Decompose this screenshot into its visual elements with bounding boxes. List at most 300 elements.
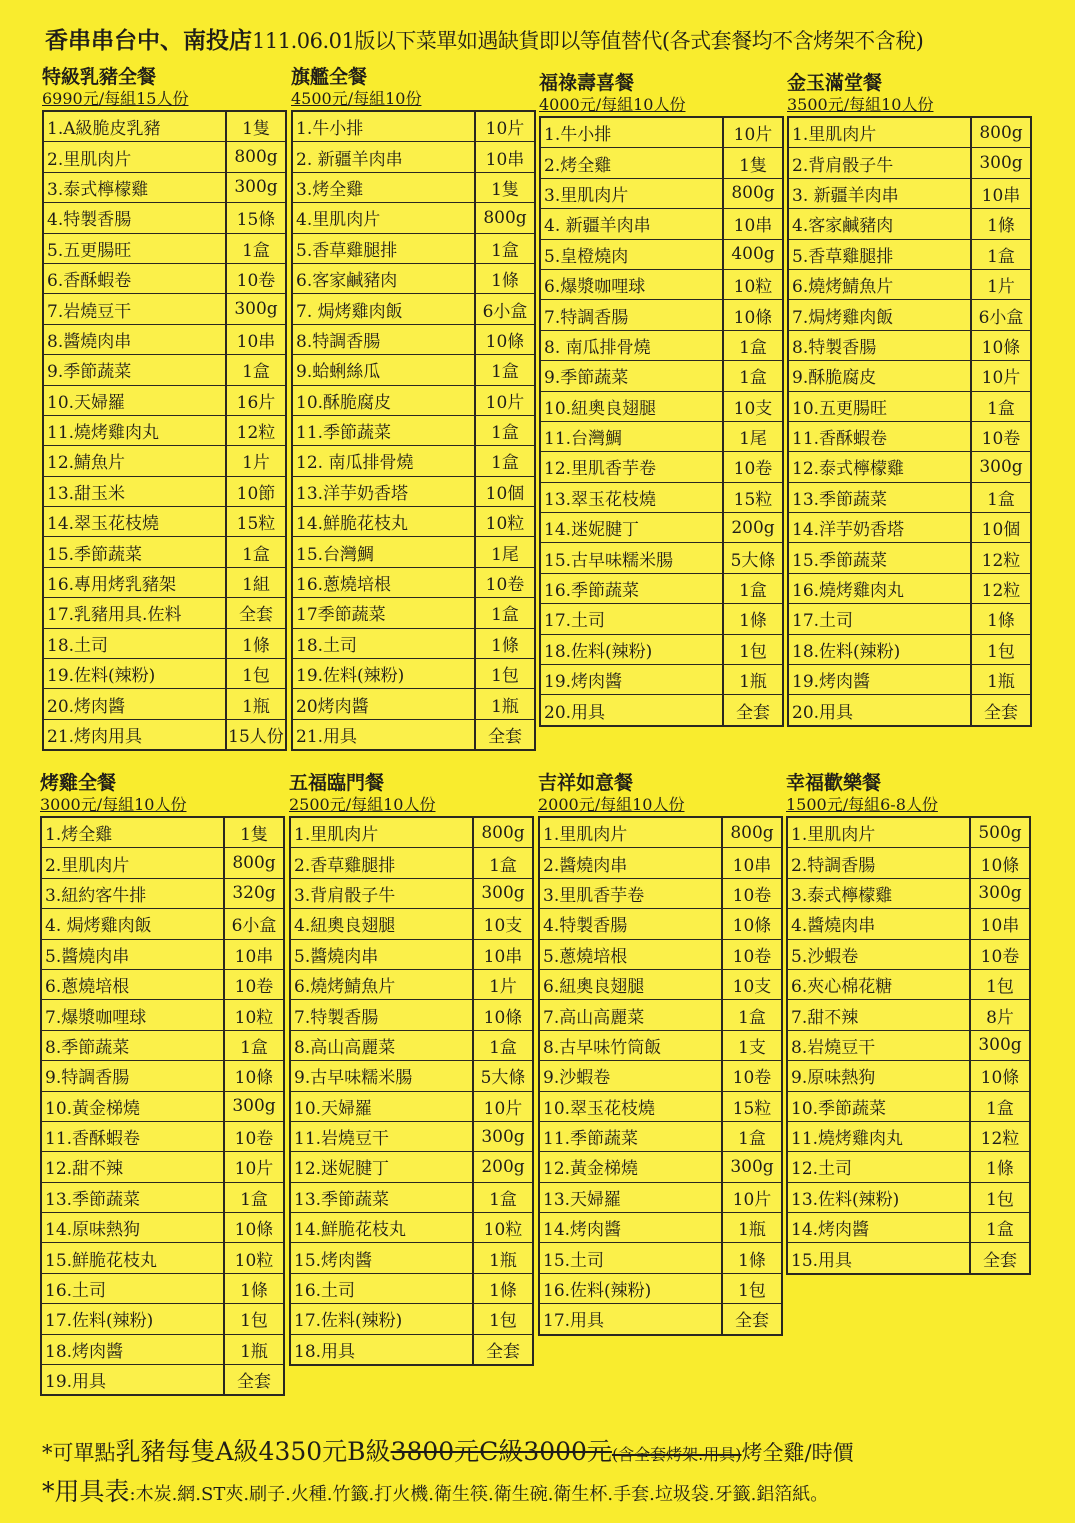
set-items-table xyxy=(538,816,783,1336)
item-name: 16.蔥燒培根 xyxy=(292,567,475,597)
set-items-table xyxy=(291,110,536,751)
item-name: 17.佐料(辣粉) xyxy=(290,1304,473,1334)
table-row xyxy=(292,294,535,324)
item-qty: 10片 xyxy=(475,111,535,142)
footer-pig-price: 乳豬每隻A級4350元B級 xyxy=(115,1437,391,1466)
table-row xyxy=(41,1213,284,1243)
item-name: 14.烤肉醬 xyxy=(539,1213,722,1243)
table-row xyxy=(788,695,1031,726)
item-name: 10.黃金梯燒 xyxy=(41,1091,224,1121)
item-qty: 5大條 xyxy=(473,1061,533,1091)
table-row xyxy=(43,476,286,506)
table-row xyxy=(292,111,535,142)
item-name: 4.醬燒肉串 xyxy=(787,909,970,939)
table-row xyxy=(290,1182,533,1212)
table-row xyxy=(43,659,286,689)
item-name: 10.天婦羅 xyxy=(43,385,226,415)
item-qty: 全套 xyxy=(226,598,286,628)
table-row xyxy=(539,1121,782,1151)
item-qty: 全套 xyxy=(970,1243,1030,1274)
item-name: 3.紐約客牛排 xyxy=(41,878,224,908)
item-name: 7.甜不辣 xyxy=(787,1000,970,1030)
item-name: 8.季節蔬菜 xyxy=(41,1030,224,1060)
table-row xyxy=(41,1030,284,1060)
item-name: 16.佐料(辣粉) xyxy=(539,1273,722,1303)
item-qty: 800g xyxy=(475,203,535,233)
item-qty: 10片 xyxy=(224,1152,284,1182)
item-qty: 10條 xyxy=(473,1000,533,1030)
table-row xyxy=(540,148,783,178)
item-name: 6.香酥蝦卷 xyxy=(43,263,226,293)
table-row xyxy=(540,117,783,148)
item-name: 10.翠玉花枝燒 xyxy=(539,1091,722,1121)
item-name: 19.佐料(辣粉) xyxy=(292,659,475,689)
item-name: 20.烤肉醬 xyxy=(43,689,226,719)
item-qty: 1盒 xyxy=(475,355,535,385)
item-qty: 12粒 xyxy=(226,415,286,445)
item-name: 1.牛小排 xyxy=(540,117,723,148)
item-qty: 16片 xyxy=(226,385,286,415)
set-price-text: 3000元/每組10人份 xyxy=(40,795,187,814)
table-row xyxy=(292,567,535,597)
item-qty: 10片 xyxy=(971,361,1031,391)
table-row xyxy=(540,330,783,360)
table-row xyxy=(292,263,535,293)
item-qty: 1條 xyxy=(971,209,1031,239)
header xyxy=(45,22,1055,55)
item-qty: 300g xyxy=(722,1152,782,1182)
item-name: 19.用具 xyxy=(41,1365,224,1396)
item-qty: 1包 xyxy=(475,659,535,689)
item-name: 1.牛小排 xyxy=(292,111,475,142)
item-qty: 300g xyxy=(473,878,533,908)
item-qty: 10卷 xyxy=(475,567,535,597)
item-qty: 1條 xyxy=(723,604,783,634)
table-row xyxy=(539,1152,782,1182)
table-row xyxy=(43,203,286,233)
item-name: 16.燒烤雞肉丸 xyxy=(788,573,971,603)
item-name: 11.岩燒豆干 xyxy=(290,1121,473,1151)
item-qty: 10卷 xyxy=(971,421,1031,451)
item-name: 12.里肌香芋卷 xyxy=(540,452,723,482)
item-name: 5.皇橙燒肉 xyxy=(540,239,723,269)
table-row xyxy=(41,817,284,848)
item-qty: 10串 xyxy=(226,324,286,354)
table-row xyxy=(290,1273,533,1303)
table-row xyxy=(540,239,783,269)
item-name: 17.土司 xyxy=(540,604,723,634)
set-price xyxy=(539,94,784,116)
item-name: 8.特製香腸 xyxy=(788,330,971,360)
set-title: 特級乳豬全餐 xyxy=(42,66,157,88)
table-row xyxy=(41,1243,284,1273)
item-qty: 1盒 xyxy=(473,1030,533,1060)
table-row xyxy=(292,415,535,445)
item-name: 12.甜不辣 xyxy=(41,1152,224,1182)
table-row xyxy=(292,355,535,385)
item-qty: 8片 xyxy=(970,1000,1030,1030)
footer-star: * xyxy=(42,1477,55,1506)
item-name: 2.醬燒肉串 xyxy=(539,848,722,878)
item-name: 2.背肩骰子牛 xyxy=(788,148,971,178)
item-name: 9.古早味糯米腸 xyxy=(290,1061,473,1091)
item-qty: 320g xyxy=(224,878,284,908)
item-qty: 10支 xyxy=(722,969,782,999)
item-name: 3. 新疆羊肉串 xyxy=(788,178,971,208)
item-qty: 1包 xyxy=(722,1273,782,1303)
item-name: 11.台灣鯛 xyxy=(540,421,723,451)
table-row xyxy=(540,573,783,603)
item-name: 15.鮮脆花枝丸 xyxy=(41,1243,224,1273)
item-qty: 1盒 xyxy=(971,239,1031,269)
set-title: 五福臨門餐 xyxy=(289,772,385,794)
item-qty: 10卷 xyxy=(970,939,1030,969)
table-row xyxy=(290,1304,533,1334)
table-row xyxy=(41,1273,284,1303)
table-row xyxy=(540,209,783,239)
item-name: 15.烤肉醬 xyxy=(290,1243,473,1273)
table-row xyxy=(41,1334,284,1364)
item-name: 4.里肌肉片 xyxy=(292,203,475,233)
table-row xyxy=(788,665,1031,695)
table-row xyxy=(292,324,535,354)
item-name: 5.醬燒肉串 xyxy=(290,939,473,969)
item-qty: 500g xyxy=(970,817,1030,848)
table-row xyxy=(43,355,286,385)
set-items-table xyxy=(539,116,784,727)
table-row xyxy=(788,148,1031,178)
header-note: 111.06.01版以下菜單如遇缺貨即以等值替代(各式套餐均不含烤架不含稅) xyxy=(252,29,924,53)
item-qty: 1盒 xyxy=(475,446,535,476)
item-qty: 1瓶 xyxy=(723,665,783,695)
item-name: 2.烤全雞 xyxy=(540,148,723,178)
item-name: 16.土司 xyxy=(41,1273,224,1303)
set-price-text: 2500元/每組10人份 xyxy=(289,795,436,814)
table-row xyxy=(788,573,1031,603)
item-qty: 15人份 xyxy=(226,719,286,750)
item-qty: 1條 xyxy=(971,604,1031,634)
table-row xyxy=(292,537,535,567)
table-row xyxy=(290,1091,533,1121)
item-qty: 300g xyxy=(970,1030,1030,1060)
set-price-text: 3500元/每組10人份 xyxy=(787,95,934,114)
item-qty: 12粒 xyxy=(971,573,1031,603)
set-title: 旗艦全餐 xyxy=(291,66,368,88)
set-title: 福祿壽喜餐 xyxy=(539,72,635,94)
table-row xyxy=(788,421,1031,451)
item-name: 14.鮮脆花枝丸 xyxy=(290,1213,473,1243)
item-qty: 300g xyxy=(970,878,1030,908)
item-name: 6.燒烤鯖魚片 xyxy=(290,969,473,999)
item-qty: 10串 xyxy=(971,178,1031,208)
item-qty: 300g xyxy=(473,1121,533,1151)
item-qty: 10卷 xyxy=(722,878,782,908)
table-row xyxy=(539,1273,782,1303)
item-name: 8.特調香腸 xyxy=(292,324,475,354)
item-qty: 10片 xyxy=(722,1182,782,1212)
item-name: 21.烤肉用具 xyxy=(43,719,226,750)
item-name: 12.迷妮腱丁 xyxy=(290,1152,473,1182)
table-row xyxy=(292,476,535,506)
item-name: 7. 焗烤雞肉飯 xyxy=(292,294,475,324)
table-row xyxy=(290,1213,533,1243)
set-title: 幸福歡樂餐 xyxy=(786,772,882,794)
table-row xyxy=(540,300,783,330)
table-row xyxy=(41,848,284,878)
table-row xyxy=(540,665,783,695)
item-qty: 1尾 xyxy=(475,537,535,567)
item-qty: 10串 xyxy=(224,939,284,969)
item-name: 9.特調香腸 xyxy=(41,1061,224,1091)
table-row xyxy=(41,878,284,908)
item-qty: 1支 xyxy=(722,1030,782,1060)
table-row xyxy=(43,324,286,354)
item-qty: 1條 xyxy=(473,1273,533,1303)
footer-chicken: 烤全雞/時價 xyxy=(741,1441,854,1465)
table-row xyxy=(292,172,535,202)
item-qty: 1包 xyxy=(723,634,783,664)
item-name: 11.季節蔬菜 xyxy=(539,1121,722,1151)
set-items-table xyxy=(786,816,1031,1275)
table-row xyxy=(540,391,783,421)
set-price-text: 1500元/每組6-8人份 xyxy=(786,795,938,814)
item-name: 19.烤肉醬 xyxy=(540,665,723,695)
item-name: 3.泰式檸檬雞 xyxy=(43,172,226,202)
table-row xyxy=(292,598,535,628)
table-row xyxy=(290,1243,533,1273)
item-qty: 1隻 xyxy=(226,111,286,142)
item-name: 6.紐奧良翅腿 xyxy=(539,969,722,999)
table-row xyxy=(292,385,535,415)
item-name: 2.香草雞腿排 xyxy=(290,848,473,878)
item-name: 7.岩燒豆干 xyxy=(43,294,226,324)
table-row xyxy=(41,969,284,999)
item-name: 11.香酥蝦卷 xyxy=(788,421,971,451)
item-name: 14.烤肉醬 xyxy=(787,1213,970,1243)
item-name: 16.季節蔬菜 xyxy=(540,573,723,603)
item-name: 11.燒烤雞肉丸 xyxy=(787,1121,970,1151)
item-qty: 1瓶 xyxy=(971,665,1031,695)
item-qty: 全套 xyxy=(475,719,535,750)
item-name: 11.香酥蝦卷 xyxy=(41,1121,224,1151)
table-row xyxy=(788,330,1031,360)
item-qty: 10卷 xyxy=(722,1061,782,1091)
item-qty: 800g xyxy=(226,142,286,172)
item-name: 15.季節蔬菜 xyxy=(43,537,226,567)
table-row xyxy=(43,628,286,658)
item-qty: 1隻 xyxy=(224,817,284,848)
table-row xyxy=(787,939,1030,969)
item-name: 10.紐奧良翅腿 xyxy=(540,391,723,421)
item-name: 5.沙蝦卷 xyxy=(787,939,970,969)
item-name: 7.特調香腸 xyxy=(540,300,723,330)
footer-paren: (含全套烤架.用具) xyxy=(611,1445,742,1464)
item-name: 3.背肩骰子牛 xyxy=(290,878,473,908)
item-name: 14.鮮脆花枝丸 xyxy=(292,507,475,537)
table-row xyxy=(292,719,535,750)
set-price xyxy=(42,88,287,110)
item-name: 9.酥脆腐皮 xyxy=(788,361,971,391)
item-name: 7.高山高麗菜 xyxy=(539,1000,722,1030)
item-name: 5.香草雞腿排 xyxy=(788,239,971,269)
footer-line-1 xyxy=(42,1432,854,1468)
table-row xyxy=(539,1213,782,1243)
item-qty: 15粒 xyxy=(722,1091,782,1121)
item-name: 5.蔥燒培根 xyxy=(539,939,722,969)
table-row xyxy=(540,543,783,573)
table-row xyxy=(43,172,286,202)
item-qty: 10串 xyxy=(473,939,533,969)
item-qty: 10粒 xyxy=(224,1000,284,1030)
item-qty: 10支 xyxy=(473,909,533,939)
item-name: 4.客家鹹豬肉 xyxy=(788,209,971,239)
set-price-text: 4000元/每組10人份 xyxy=(539,95,686,114)
table-row xyxy=(787,1091,1030,1121)
item-name: 13.天婦羅 xyxy=(539,1182,722,1212)
item-qty: 800g xyxy=(722,817,782,848)
item-name: 7.爆漿咖哩球 xyxy=(41,1000,224,1030)
table-row xyxy=(788,239,1031,269)
item-qty: 10條 xyxy=(723,300,783,330)
item-name: 4. 焗烤雞肉飯 xyxy=(41,909,224,939)
set-items-table xyxy=(289,816,534,1366)
item-qty: 1條 xyxy=(224,1273,284,1303)
table-row xyxy=(43,415,286,445)
table-row xyxy=(540,482,783,512)
item-name: 17.用具 xyxy=(539,1304,722,1335)
item-qty: 1包 xyxy=(970,1182,1030,1212)
table-row xyxy=(290,1061,533,1091)
table-row xyxy=(787,1000,1030,1030)
item-name: 12.鯖魚片 xyxy=(43,446,226,476)
item-name: 18.佐料(辣粉) xyxy=(788,634,971,664)
item-name: 4.紐奧良翅腿 xyxy=(290,909,473,939)
set-items-table xyxy=(787,116,1032,727)
item-qty: 1盒 xyxy=(475,415,535,445)
item-qty: 1包 xyxy=(971,634,1031,664)
table-row xyxy=(41,1061,284,1091)
item-name: 14.洋芋奶香塔 xyxy=(788,513,971,543)
item-name: 11.燒烤雞肉丸 xyxy=(43,415,226,445)
table-row xyxy=(788,300,1031,330)
table-row xyxy=(540,421,783,451)
item-name: 20.用具 xyxy=(788,695,971,726)
item-qty: 1盒 xyxy=(970,1213,1030,1243)
item-qty: 10卷 xyxy=(224,969,284,999)
set-items-table xyxy=(42,110,287,751)
item-name: 14.迷妮腱丁 xyxy=(540,513,723,543)
item-qty: 10粒 xyxy=(224,1243,284,1273)
table-row xyxy=(788,634,1031,664)
item-name: 19.佐料(辣粉) xyxy=(43,659,226,689)
table-row xyxy=(787,909,1030,939)
set-5 xyxy=(40,772,285,1396)
table-row xyxy=(290,817,533,848)
table-row xyxy=(540,513,783,543)
item-name: 15.用具 xyxy=(787,1243,970,1274)
table-row xyxy=(539,909,782,939)
table-row xyxy=(539,1030,782,1060)
table-row xyxy=(539,1182,782,1212)
item-qty: 800g xyxy=(971,117,1031,148)
item-qty: 300g xyxy=(971,148,1031,178)
table-row xyxy=(539,1061,782,1091)
item-qty: 12粒 xyxy=(971,543,1031,573)
item-qty: 10卷 xyxy=(722,939,782,969)
footer-struck-price: 3800元C級3000元 xyxy=(390,1437,612,1466)
item-name: 12.黃金梯燒 xyxy=(539,1152,722,1182)
table-row xyxy=(292,203,535,233)
table-row xyxy=(788,513,1031,543)
item-qty: 1盒 xyxy=(473,848,533,878)
item-qty: 1盒 xyxy=(475,598,535,628)
item-name: 9.季節蔬菜 xyxy=(540,361,723,391)
table-row xyxy=(540,269,783,299)
table-row xyxy=(290,1030,533,1060)
table-row xyxy=(539,1304,782,1335)
table-row xyxy=(43,537,286,567)
table-row xyxy=(787,1061,1030,1091)
table-row xyxy=(540,695,783,726)
item-name: 8.醬燒肉串 xyxy=(43,324,226,354)
item-name: 5.香草雞腿排 xyxy=(292,233,475,263)
table-row xyxy=(41,909,284,939)
item-qty: 1瓶 xyxy=(226,689,286,719)
item-name: 4. 新疆羊肉串 xyxy=(540,209,723,239)
item-qty: 1條 xyxy=(475,263,535,293)
set-price-text: 4500元/每組10份 xyxy=(291,89,422,108)
table-row xyxy=(539,1091,782,1121)
item-name: 5.五更腸旺 xyxy=(43,233,226,263)
table-row xyxy=(788,178,1031,208)
table-row xyxy=(41,939,284,969)
item-name: 2.里肌肉片 xyxy=(41,848,224,878)
table-row xyxy=(788,543,1031,573)
item-name: 2.特調香腸 xyxy=(787,848,970,878)
table-row xyxy=(787,1213,1030,1243)
item-name: 2. 新疆羊肉串 xyxy=(292,142,475,172)
item-name: 12. 南瓜排骨燒 xyxy=(292,446,475,476)
item-qty: 10粒 xyxy=(475,507,535,537)
item-qty: 全套 xyxy=(723,695,783,726)
item-name: 4.特製香腸 xyxy=(539,909,722,939)
item-qty: 12粒 xyxy=(970,1121,1030,1151)
table-row xyxy=(43,233,286,263)
table-row xyxy=(41,1000,284,1030)
item-name: 8.高山高麗菜 xyxy=(290,1030,473,1060)
item-name: 15.土司 xyxy=(539,1243,722,1273)
item-qty: 1片 xyxy=(971,269,1031,299)
item-name: 18.用具 xyxy=(290,1334,473,1365)
table-row xyxy=(540,634,783,664)
set-3 xyxy=(539,72,784,727)
item-name: 18.佐料(辣粉) xyxy=(540,634,723,664)
table-row xyxy=(43,263,286,293)
table-row xyxy=(788,391,1031,421)
item-qty: 1條 xyxy=(970,1152,1030,1182)
item-qty: 10串 xyxy=(970,909,1030,939)
table-row xyxy=(787,969,1030,999)
item-qty: 200g xyxy=(473,1152,533,1182)
item-name: 13.季節蔬菜 xyxy=(290,1182,473,1212)
item-name: 14.原味熱狗 xyxy=(41,1213,224,1243)
set-title: 吉祥如意餐 xyxy=(538,772,634,794)
set-price-text: 2000元/每組10人份 xyxy=(538,795,685,814)
item-qty: 1尾 xyxy=(723,421,783,451)
item-name: 1.里肌肉片 xyxy=(290,817,473,848)
item-name: 16.專用烤乳豬架 xyxy=(43,567,226,597)
table-row xyxy=(787,1121,1030,1151)
